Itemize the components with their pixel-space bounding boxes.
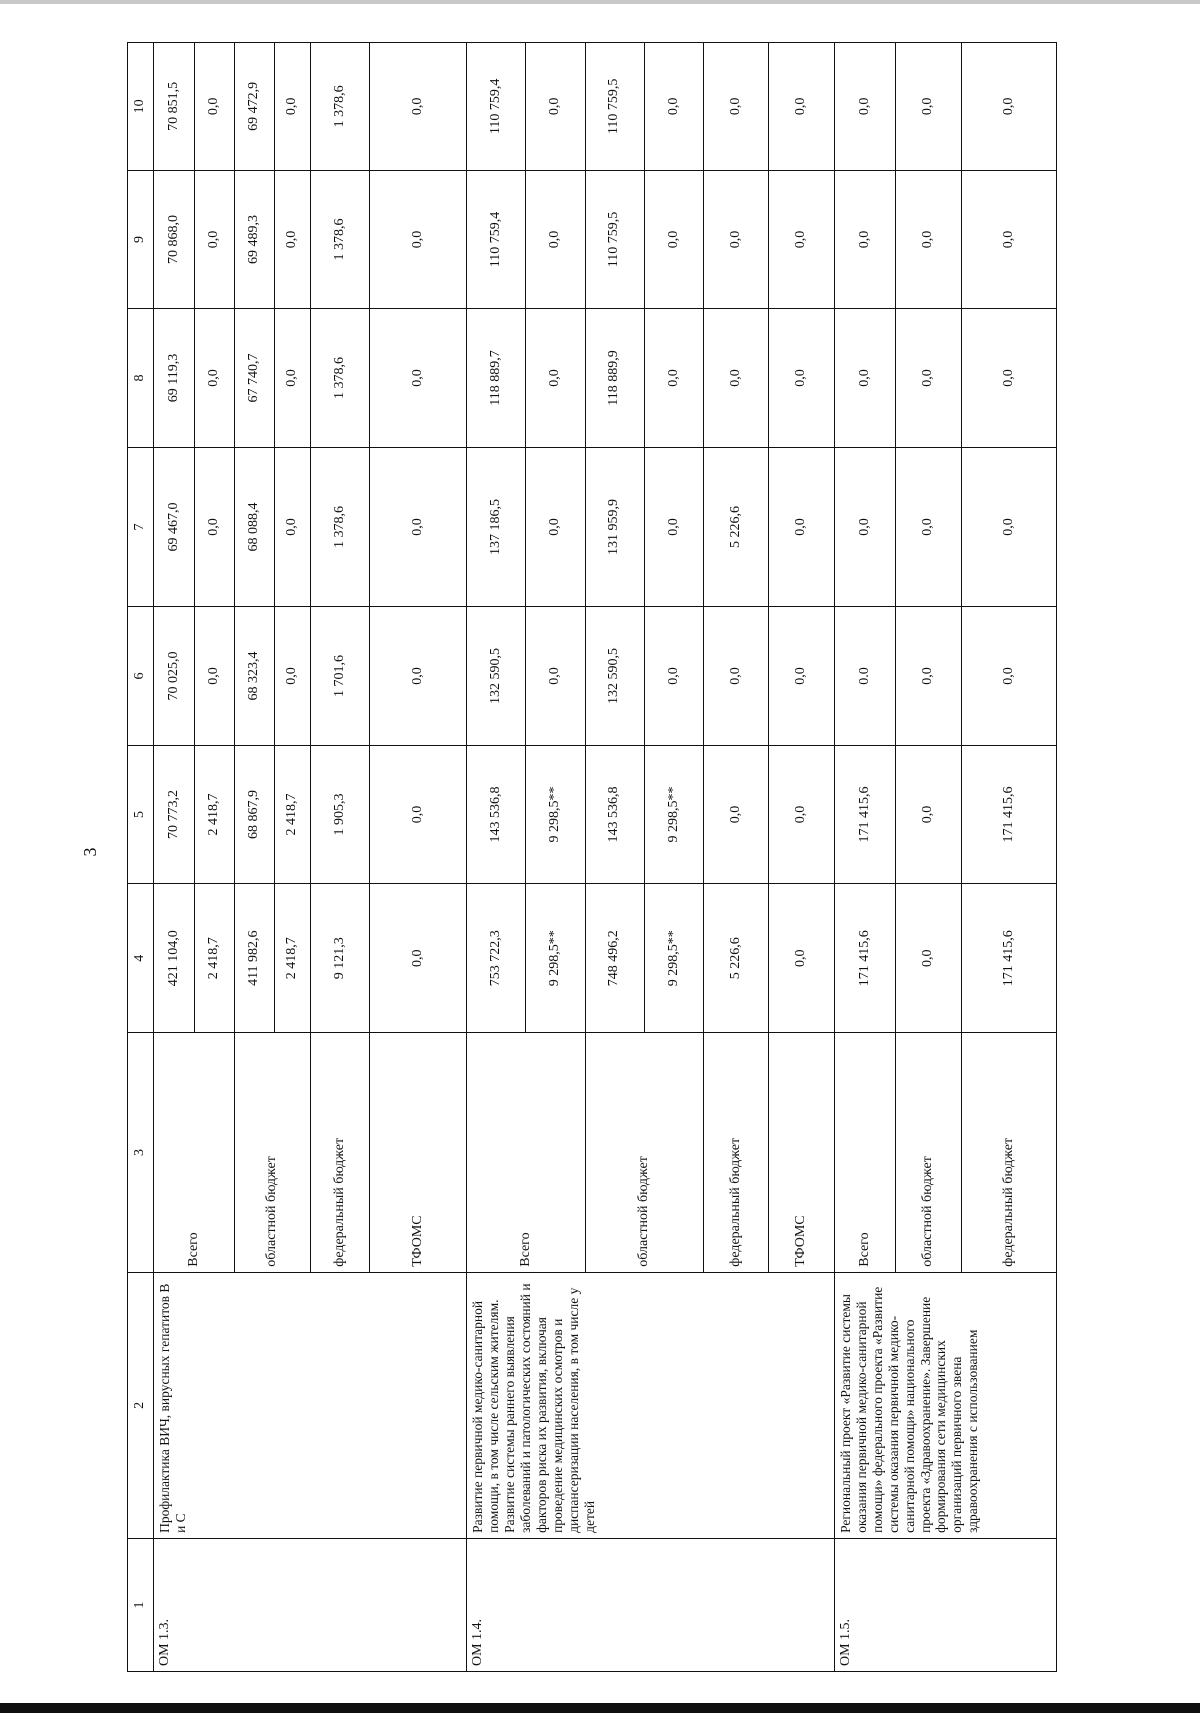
value-cell: 1 378,6 xyxy=(310,43,369,171)
value-cell: 68 867,9 xyxy=(234,745,274,883)
value-cell: 171 415,6 xyxy=(961,884,1056,1033)
value-cell: 70 025,0 xyxy=(154,607,194,745)
value-cell: 0,0 xyxy=(526,309,585,447)
value-cell: 70 773,2 xyxy=(154,745,194,883)
value-cell: 0,0 xyxy=(961,309,1056,447)
value-cell: 0,0 xyxy=(834,43,895,171)
value-cell: 0,0 xyxy=(526,607,585,745)
header-cell: 5 xyxy=(128,745,154,883)
value-cell: 0,0 xyxy=(961,170,1056,308)
om15-code: ОМ 1.5. xyxy=(834,1538,1056,1671)
value-cell: 1 378,6 xyxy=(310,447,369,607)
value-cell: 0,0 xyxy=(769,43,835,171)
value-cell: 0,0 xyxy=(769,170,835,308)
rotated-table-container xyxy=(127,42,1057,1672)
value-cell: 1 378,6 xyxy=(310,170,369,308)
value-cell: 9 298,5** xyxy=(644,745,703,883)
value-cell: 68 088,4 xyxy=(234,447,274,607)
value-cell: 0,0 xyxy=(769,884,835,1033)
value-cell: 2 418,7 xyxy=(194,745,234,883)
value-cell: 0,0 xyxy=(834,170,895,308)
om15-obl-label: областной бюджет xyxy=(896,1033,962,1273)
om14-code: ОМ 1.4. xyxy=(467,1538,835,1671)
value-cell: 2 418,7 xyxy=(274,884,310,1033)
value-cell: 0,0 xyxy=(369,745,466,883)
value-cell: 0,0 xyxy=(274,447,310,607)
value-cell: 131 959,9 xyxy=(585,447,644,607)
value-cell: 118 889,9 xyxy=(585,309,644,447)
om13-fed-label: федеральный бюджет xyxy=(310,1033,369,1273)
value-cell: 143 536,8 xyxy=(467,745,526,883)
header-cell: 4 xyxy=(128,884,154,1033)
value-cell: 0,0 xyxy=(369,170,466,308)
value-cell: 0,0 xyxy=(896,447,962,607)
value-cell: 0,0 xyxy=(896,884,962,1033)
value-cell: 0,0 xyxy=(526,447,585,607)
value-cell: 0,0 xyxy=(369,43,466,171)
budget-table xyxy=(127,42,1057,1672)
om14-vsego-label: Всего xyxy=(467,1033,585,1273)
value-cell: 753 722,3 xyxy=(467,884,526,1033)
value-cell: 748 496,2 xyxy=(585,884,644,1033)
om13-vsego-label: Всего xyxy=(154,1033,234,1273)
value-cell: 171 415,6 xyxy=(961,745,1056,883)
value-cell: 9 298,5** xyxy=(526,884,585,1033)
value-cell: 0,0 xyxy=(194,447,234,607)
om15-title: Региональный проект «Развитие системы оказания первичной медико-санитарной помощи» федерального проекта «Развитие системы оказания первичной медико-санитарной помощи» национального проекта «Здравоохранение». Завершение формирования сети медицинских организаций первичного звена здравоохранения с использованием xyxy=(834,1272,1056,1538)
om14-tfoms-label: ТФОМС xyxy=(769,1033,835,1273)
value-cell: 0,0 xyxy=(194,607,234,745)
om13-title: Профилактика ВИЧ, вирусных гепатитов В и С xyxy=(154,1272,467,1538)
value-cell: 0,0 xyxy=(703,309,769,447)
value-cell: 2 418,7 xyxy=(274,745,310,883)
value-cell: 0,0 xyxy=(274,170,310,308)
value-cell: 0,0 xyxy=(369,607,466,745)
value-cell: 110 759,5 xyxy=(585,43,644,171)
value-cell: 70 868,0 xyxy=(154,170,194,308)
value-cell: 0,0 xyxy=(703,170,769,308)
value-cell: 1 378,6 xyxy=(310,309,369,447)
om13-obl-label: областной бюджет xyxy=(234,1033,310,1273)
value-cell: 118 889,7 xyxy=(467,309,526,447)
value-cell: 69 489,3 xyxy=(234,170,274,308)
value-cell: 0,0 xyxy=(769,607,835,745)
value-cell: 0,0 xyxy=(526,170,585,308)
table-row xyxy=(467,43,526,1672)
value-cell: 69 119,3 xyxy=(154,309,194,447)
value-cell: 171 415,6 xyxy=(834,884,895,1033)
value-cell: 0,0 xyxy=(644,43,703,171)
value-cell: 0,0 xyxy=(896,170,962,308)
value-cell: 0.0 xyxy=(834,607,895,745)
value-cell: 0,0 xyxy=(703,745,769,883)
value-cell: 0,0 xyxy=(961,43,1056,171)
value-cell: 2 418,7 xyxy=(194,884,234,1033)
scan-bottom-edge xyxy=(0,1703,1200,1713)
om14-obl-label: областной бюджет xyxy=(585,1033,703,1273)
value-cell: 0,0 xyxy=(644,607,703,745)
value-cell: 5 226,6 xyxy=(703,884,769,1033)
value-cell: 0,0 xyxy=(769,309,835,447)
om15-fed-label: федеральный бюджет xyxy=(961,1033,1056,1273)
om15-vsego-label: Всего xyxy=(834,1033,895,1273)
value-cell: 0,0 xyxy=(274,309,310,447)
value-cell: 9 298,5** xyxy=(644,884,703,1033)
value-cell: 0,0 xyxy=(703,607,769,745)
value-cell: 69 467,0 xyxy=(154,447,194,607)
table-row xyxy=(834,43,895,1672)
value-cell: 132 590,5 xyxy=(467,607,526,745)
value-cell: 9 298,5** xyxy=(526,745,585,883)
value-cell: 0,0 xyxy=(896,745,962,883)
header-cell: 8 xyxy=(128,309,154,447)
scan-top-edge xyxy=(0,0,1200,4)
value-cell: 110 759,4 xyxy=(467,43,526,171)
value-cell: 0,0 xyxy=(644,309,703,447)
column-number-row xyxy=(128,43,154,1672)
value-cell: 0,0 xyxy=(194,43,234,171)
value-cell: 0,0 xyxy=(194,170,234,308)
value-cell: 68 323,4 xyxy=(234,607,274,745)
value-cell: 0,0 xyxy=(896,309,962,447)
value-cell: 1 905,3 xyxy=(310,745,369,883)
om13-code: ОМ 1.3. xyxy=(154,1538,467,1671)
om14-title: Развитие первичной медико-санитарной помощи, в том числе сельским жителям. Развитие системы раннего выявления заболеваний и патологических состояний и факторов риска их развития, включая проведение медицинских осмотров и диспансеризации населения, в том числе у детей xyxy=(467,1272,835,1538)
value-cell: 0,0 xyxy=(644,447,703,607)
header-cell: 9 xyxy=(128,170,154,308)
header-cell: 10 xyxy=(128,43,154,171)
value-cell: 0,0 xyxy=(369,309,466,447)
table-row xyxy=(154,43,194,1672)
value-cell: 0,0 xyxy=(961,607,1056,745)
om13-tfoms-label: ТФОМС xyxy=(369,1033,466,1273)
value-cell: 0,0 xyxy=(194,309,234,447)
value-cell: 110 759,5 xyxy=(585,170,644,308)
value-cell: 0,0 xyxy=(896,43,962,171)
value-cell: 0,0 xyxy=(274,43,310,171)
value-cell: 411 982,6 xyxy=(234,884,274,1033)
value-cell: 0,0 xyxy=(644,170,703,308)
value-cell: 0,0 xyxy=(703,43,769,171)
value-cell: 0,0 xyxy=(896,607,962,745)
value-cell: 0,0 xyxy=(961,447,1056,607)
om14-fed-label: федеральный бюджет xyxy=(703,1033,769,1273)
header-cell: 6 xyxy=(128,607,154,745)
value-cell: 0,0 xyxy=(369,884,466,1033)
header-cell: 1 xyxy=(128,1538,154,1671)
value-cell: 143 536,8 xyxy=(585,745,644,883)
value-cell: 132 590,5 xyxy=(585,607,644,745)
value-cell: 0,0 xyxy=(834,309,895,447)
value-cell: 171 415,6 xyxy=(834,745,895,883)
page-number: 3 xyxy=(80,847,100,857)
header-cell: 3 xyxy=(128,1033,154,1273)
value-cell: 137 186,5 xyxy=(467,447,526,607)
value-cell: 0,0 xyxy=(526,43,585,171)
header-cell: 7 xyxy=(128,447,154,607)
header-cell: 2 xyxy=(128,1272,154,1538)
value-cell: 1 701,6 xyxy=(310,607,369,745)
value-cell: 421 104,0 xyxy=(154,884,194,1033)
value-cell: 0,0 xyxy=(834,447,895,607)
value-cell: 0,0 xyxy=(769,745,835,883)
value-cell: 69 472,9 xyxy=(234,43,274,171)
value-cell: 5 226,6 xyxy=(703,447,769,607)
value-cell: 0,0 xyxy=(769,447,835,607)
value-cell: 0,0 xyxy=(369,447,466,607)
value-cell: 9 121,3 xyxy=(310,884,369,1033)
value-cell: 110 759,4 xyxy=(467,170,526,308)
value-cell: 70 851,5 xyxy=(154,43,194,171)
value-cell: 67 740,7 xyxy=(234,309,274,447)
value-cell: 0,0 xyxy=(274,607,310,745)
